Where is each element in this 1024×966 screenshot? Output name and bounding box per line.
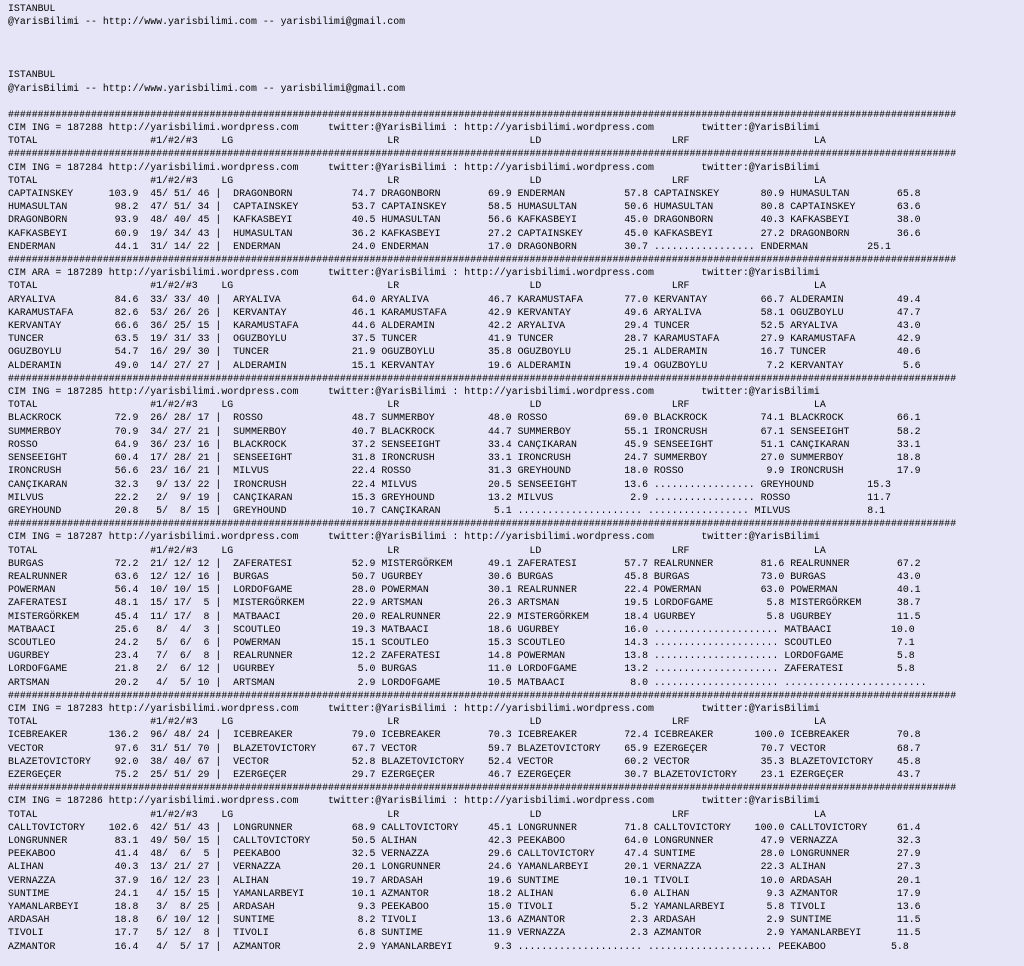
table-row: ARDASAH 18.8 6/ 10/ 12 | SUNTIME 8.2 TIVOLI 13.6 AZMANTOR 2.3 ARDASAH 2.9 SUNTIME 11.5	[8, 914, 921, 926]
table-row: ICEBREAKER 136.2 96/ 48/ 24 | ICEBREAKER 79.0 ICEBREAKER 70.3 ICEBREAKER 72.4 ICEBREAKER 100.0 ICEBREAKER 70.8	[8, 729, 921, 741]
table-row: ARYALIVA 84.6 33/ 33/ 40 | ARYALIVA 64.0 ARYALIVA 46.7 KARAMUSTAFA 77.0 KERVANTAY 66.7 ALDERAMIN 49.4	[8, 293, 921, 305]
table-row: VERNAZZA 37.9 16/ 12/ 23 | ALIHAN 19.7 ARDASAH 19.6 SUNTIME 10.1 TIVOLI 10.0 ARDASAH 20.1	[8, 874, 921, 886]
column-header: TOTAL #1/#2/#3 LG LR LD LRF LA	[8, 808, 826, 820]
race-block	[8, 108, 1024, 148]
city-heading-repeat: ISTANBUL	[8, 69, 56, 81]
table-row: AZMANTOR 16.4 4/ 5/ 17 | AZMANTOR 2.9 YAMANLARBEYI 9.3 ..................... ..................... PEEKABOO 5.8	[8, 940, 909, 952]
separator-line: ################################################################################################################################################################	[8, 782, 957, 794]
race-title: CIM ING = 187285 http://yarisbilimi.wordpress.com twitter:@YarisBilimi : http://yarisbilimi.wordpress.com twitter:@YarisBilimi	[8, 386, 820, 398]
table-row: ROSSO 64.9 36/ 23/ 16 | BLACKROCK 37.2 SENSEEIGHT 33.4 CANÇIKARAN 45.9 SENSEEIGHT 51.1 CANÇIKARAN 33.1	[8, 438, 921, 450]
table-row: CANÇIKARAN 32.3 9/ 13/ 22 | IRONCRUSH 22.4 MILVUS 20.5 SENSEEIGHT 13.6 ................. GREYHOUND 15.3	[8, 478, 891, 490]
race-title: CIM ING = 187283 http://yarisbilimi.wordpress.com twitter:@YarisBilimi : http://yarisbilimi.wordpress.com twitter:@YarisBilimi	[8, 702, 820, 714]
separator-line: ################################################################################################################################################################	[8, 108, 957, 120]
contact-line-repeat: @YarisBilimi -- http://www.yarisbilimi.com -- yarisbilimi@gmail.com	[8, 82, 406, 94]
race-title: CIM ING = 187288 http://yarisbilimi.wordpress.com twitter:@YarisBilimi : http://yarisbilimi.wordpress.com twitter:@YarisBilimi	[8, 122, 820, 134]
column-header: TOTAL #1/#2/#3 LG LR LD LRF LA	[8, 174, 826, 186]
race-title: CIM ING = 187286 http://yarisbilimi.wordpress.com twitter:@YarisBilimi : http://yarisbilimi.wordpress.com twitter:@YarisBilimi	[8, 795, 820, 807]
table-row: MISTERGÖRKEM 45.4 11/ 17/ 8 | MATBAACI 20.0 REALRUNNER 22.9 MISTERGÖRKEM 18.4 UGURBEY 5.8 UGURBEY 11.5	[8, 610, 921, 622]
table-row: SCOUTLEO 24.2 5/ 6/ 6 | POWERMAN 15.1 SCOUTLEO 15.3 SCOUTLEO 14.3 ..................... SCOUTLEO 7.1	[8, 636, 915, 648]
table-row: SENSEEIGHT 60.4 17/ 28/ 21 | SENSEEIGHT 31.8 IRONCRUSH 33.1 IRONCRUSH 24.7 SUMMERBOY 27.0 SUMMERBOY 18.8	[8, 452, 921, 464]
spacer	[8, 28, 1024, 68]
table-row: PEEKABOO 41.4 48/ 6/ 5 | PEEKABOO 32.5 VERNAZZA 29.6 CALLTOVICTORY 47.4 SUNTIME 28.0 LONGRUNNER 27.9	[8, 848, 921, 860]
race-title: CIM ING = 187284 http://yarisbilimi.wordpress.com twitter:@YarisBilimi : http://yarisbilimi.wordpress.com twitter:@YarisBilimi	[8, 161, 820, 173]
table-row: MILVUS 22.2 2/ 9/ 19 | CANÇIKARAN 15.3 GREYHOUND 13.2 MILVUS 2.9 ................. ROSSO 11.7	[8, 491, 891, 503]
column-header: TOTAL #1/#2/#3 LG LR LD LRF LA	[8, 716, 826, 728]
table-row: ARTSMAN 20.2 4/ 5/ 10 | ARTSMAN 2.9 LORDOFGAME 10.5 MATBAACI 8.0 ..................... ........................	[8, 676, 927, 688]
table-row: BURGAS 72.2 21/ 12/ 12 | ZAFERATESI 52.9 MISTERGÖRKEM 49.1 ZAFERATESI 57.7 REALRUNNER 81.6 REALRUNNER 67.2	[8, 557, 921, 569]
race-block	[8, 372, 1024, 517]
table-row: GREYHOUND 20.8 5/ 8/ 15 | GREYHOUND 10.7 CANÇIKARAN 5.1 ..................... ................. MILVUS 8.1	[8, 504, 886, 516]
separator-line: ################################################################################################################################################################	[8, 518, 957, 530]
table-row: LONGRUNNER 83.1 49/ 50/ 15 | CALLTOVICTORY 50.5 ALIHAN 42.3 PEEKABOO 64.0 LONGRUNNER 47.9 VERNAZZA 32.3	[8, 834, 921, 846]
table-row: BLAZETOVICTORY 92.0 38/ 40/ 67 | VECTOR 52.8 BLAZETOVICTORY 52.4 VECTOR 60.2 VECTOR 35.3 BLAZETOVICTORY 45.8	[8, 755, 921, 767]
table-row: EZERGEÇER 75.2 25/ 51/ 29 | EZERGEÇER 29.7 EZERGEÇER 46.7 EZERGEÇER 30.7 BLAZETOVICTORY 23.1 EZERGEÇER 43.7	[8, 768, 921, 780]
table-row: KERVANTAY 66.6 36/ 25/ 15 | KARAMUSTAFA 44.6 ALDERAMIN 42.2 ARYALIVA 29.4 TUNCER 52.5 ARYALIVA 43.0	[8, 320, 921, 332]
table-row: IRONCRUSH 56.6 23/ 16/ 21 | MILVUS 22.4 ROSSO 31.3 GREYHOUND 18.0 ROSSO 9.9 IRONCRUSH 17.9	[8, 465, 921, 477]
separator-line: ################################################################################################################################################################	[8, 148, 957, 160]
table-row: ALDERAMIN 49.0 14/ 27/ 27 | ALDERAMIN 15.1 KERVANTAY 19.6 ALDERAMIN 19.4 OGUZBOYLU 7.2 KERVANTAY 5.6	[8, 359, 921, 371]
table-row: UGURBEY 23.4 7/ 6/ 8 | REALRUNNER 12.2 ZAFERATESI 14.8 POWERMAN 13.8 ..................... LORDOFGAME 5.8	[8, 650, 915, 662]
table-row: LORDOFGAME 21.8 2/ 6/ 12 | UGURBEY 5.0 BURGAS 11.0 LORDOFGAME 13.2 ..................... ZAFERATESI 5.8	[8, 663, 915, 675]
table-row: KAFKASBEYI 60.9 19/ 34/ 43 | HUMASULTAN 36.2 KAFKASBEYI 27.2 CAPTAINSKEY 45.0 KAFKASBEYI 27.2 DRAGONBORN 36.6	[8, 227, 921, 239]
table-row: KARAMUSTAFA 82.6 53/ 26/ 26 | KERVANTAY 46.1 KARAMUSTAFA 42.9 KERVANTAY 49.6 ARYALIVA 58.1 OGUZBOYLU 47.7	[8, 306, 921, 318]
table-row: VECTOR 97.6 31/ 51/ 70 | BLAZETOVICTORY 67.7 VECTOR 59.7 BLAZETOVICTORY 65.9 EZERGEÇER 70.7 VECTOR 68.7	[8, 742, 921, 754]
race-block	[8, 517, 1024, 689]
table-row: ALIHAN 40.3 13/ 21/ 27 | VERNAZZA 20.1 LONGRUNNER 24.6 YAMANLARBEYI 20.1 VERNAZZA 22.3 ALIHAN 27.3	[8, 861, 921, 873]
column-header: TOTAL #1/#2/#3 LG LR LD LRF LA	[8, 135, 826, 147]
table-row: DRAGONBORN 93.9 48/ 40/ 45 | KAFKASBEYI 40.5 HUMASULTAN 56.6 KAFKASBEYI 45.0 DRAGONBORN 40.3 KAFKASBEYI 38.0	[8, 214, 921, 226]
column-header: TOTAL #1/#2/#3 LG LR LD LRF LA	[8, 280, 826, 292]
race-block	[8, 253, 1024, 372]
table-row: CAPTAINSKEY 103.9 45/ 51/ 46 | DRAGONBORN 74.7 DRAGONBORN 69.9 ENDERMAN 57.8 CAPTAINSKEY 80.9 HUMASULTAN 65.8	[8, 188, 921, 200]
city-heading: ISTANBUL	[8, 3, 56, 14]
separator-line: ################################################################################################################################################################	[8, 689, 957, 701]
race-title: CIM ARA = 187289 http://yarisbilimi.wordpress.com twitter:@YarisBilimi : http://yarisbilimi.wordpress.com twitter:@YarisBilimi	[8, 267, 820, 279]
table-row: TIVOLI 17.7 5/ 12/ 8 | TIVOLI 6.8 SUNTIME 11.9 VERNAZZA 2.3 AZMANTOR 2.9 YAMANLARBEYI 11.5	[8, 927, 921, 939]
table-row: TUNCER 63.5 19/ 31/ 33 | OGUZBOYLU 37.5 TUNCER 41.9 TUNCER 28.7 KARAMUSTAFA 27.9 KARAMUSTAFA 42.9	[8, 333, 921, 345]
table-row: POWERMAN 56.4 10/ 10/ 15 | LORDOFGAME 28.0 POWERMAN 30.1 REALRUNNER 22.4 POWERMAN 63.0 POWERMAN 40.1	[8, 584, 921, 596]
race-block	[8, 689, 1024, 781]
race-title: CIM ING = 187287 http://yarisbilimi.wordpress.com twitter:@YarisBilimi : http://yarisbilimi.wordpress.com twitter:@YarisBilimi	[8, 531, 820, 543]
table-row: SUMMERBOY 70.9 34/ 27/ 21 | SUMMERBOY 40.7 BLACKROCK 44.7 SUMMERBOY 55.1 IRONCRUSH 67.1 SENSEEIGHT 58.2	[8, 425, 921, 437]
table-row: SUNTIME 24.1 4/ 15/ 15 | YAMANLARBEYI 10.1 AZMANTOR 18.2 ALIHAN 6.0 ALIHAN 9.3 AZMANTOR 17.9	[8, 887, 921, 899]
table-row: ZAFERATESI 48.1 15/ 17/ 5 | MISTERGÖRKEM 22.9 ARTSMAN 26.3 ARTSMAN 19.5 LORDOFGAME 5.8 MISTERGÖRKEM 38.7	[8, 597, 921, 609]
table-row: HUMASULTAN 98.2 47/ 51/ 34 | CAPTAINSKEY 53.7 CAPTAINSKEY 58.5 HUMASULTAN 50.6 HUMASULTAN 80.8 CAPTAINSKEY 63.6	[8, 201, 921, 213]
race-block	[8, 781, 1024, 953]
separator-line: ################################################################################################################################################################	[8, 254, 957, 266]
table-row: YAMANLARBEYI 18.8 3/ 8/ 25 | ARDASAH 9.3 PEEKABOO 15.0 TIVOLI 5.2 YAMANLARBEYI 5.8 TIVOLI 13.6	[8, 901, 921, 912]
table-row: OGUZBOYLU 54.7 16/ 29/ 30 | TUNCER 21.9 OGUZBOYLU 35.8 OGUZBOYLU 25.1 ALDERAMIN 16.7 TUNCER 40.6	[8, 346, 921, 358]
race-list	[8, 108, 1024, 953]
table-row: REALRUNNER 63.6 12/ 12/ 16 | BURGAS 50.7 UGURBEY 30.6 BURGAS 45.8 BURGAS 73.0 BURGAS 43.0	[8, 570, 921, 582]
separator-line: ################################################################################################################################################################	[8, 372, 957, 384]
column-header: TOTAL #1/#2/#3 LG LR LD LRF LA	[8, 544, 826, 556]
table-row: ENDERMAN 44.1 31/ 14/ 22 | ENDERMAN 24.0 ENDERMAN 17.0 DRAGONBORN 30.7 ................. ENDERMAN 25.1	[8, 240, 891, 252]
column-header: TOTAL #1/#2/#3 LG LR LD LRF LA	[8, 399, 826, 411]
table-row: BLACKROCK 72.9 26/ 28/ 17 | ROSSO 48.7 SUMMERBOY 48.0 ROSSO 69.0 BLACKROCK 74.1 BLACKROCK 66.1	[8, 412, 921, 424]
contact-line: @YarisBilimi -- http://www.yarisbilimi.com -- yarisbilimi@gmail.com	[8, 16, 406, 28]
table-row: MATBAACI 25.6 8/ 4/ 3 | SCOUTLEO 19.3 MATBAACI 18.6 UGURBEY 16.0 ..................... MATBAACI 10.0	[8, 623, 915, 635]
table-row: CALLTOVICTORY 102.6 42/ 51/ 43 | LONGRUNNER 68.9 CALLTOVICTORY 45.1 LONGRUNNER 71.8 CALLTOVICTORY 100.0 CALLTOVICTORY 61.4	[8, 821, 921, 833]
race-block	[8, 147, 1024, 253]
